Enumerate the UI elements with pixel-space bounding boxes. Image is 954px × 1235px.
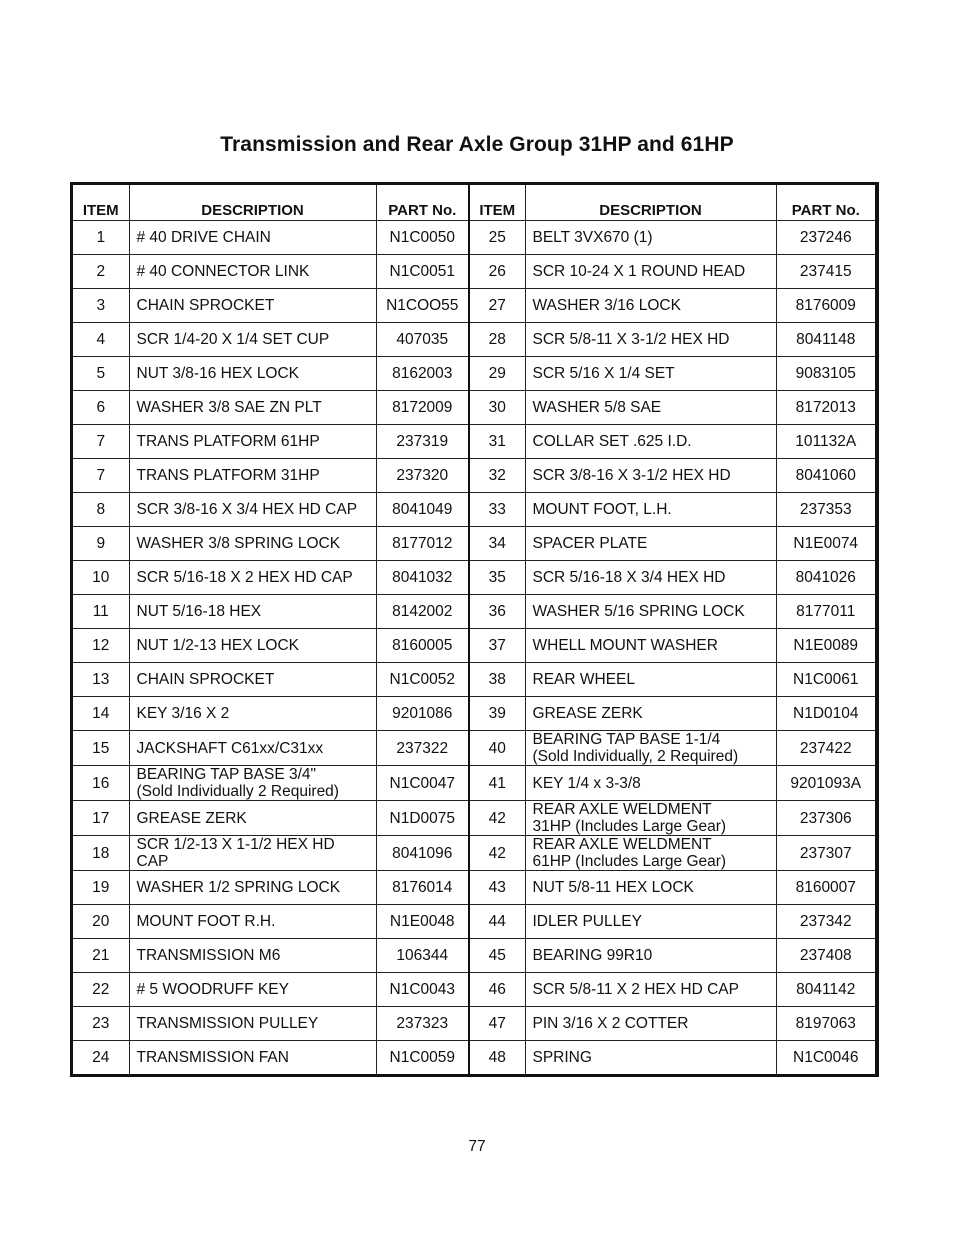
item-cell: 5 <box>73 357 129 391</box>
part-no-cell: 8172013 <box>776 391 875 425</box>
item-cell: 3 <box>73 289 129 323</box>
description-line: WASHER 3/8 SPRING LOCK <box>136 535 341 552</box>
table-row <box>73 1007 875 1041</box>
description-cell <box>129 939 376 973</box>
table-row <box>73 697 875 731</box>
table-row <box>73 493 875 527</box>
part-no-cell: 101132A <box>776 425 875 459</box>
item-cell: 32 <box>469 459 525 493</box>
item-cell: 28 <box>469 323 525 357</box>
item-cell: 42 <box>469 801 525 836</box>
item-cell: 23 <box>73 1007 129 1041</box>
part-no-cell: 237422 <box>776 731 875 766</box>
table-row <box>73 663 875 697</box>
description-line: SCR 5/16-18 X 3/4 HEX HD <box>532 569 726 586</box>
part-no-cell: 8172009 <box>376 391 469 425</box>
description-line: (Sold Individually, 2 Required) <box>532 748 739 765</box>
part-no-cell: 8176014 <box>376 871 469 905</box>
description-line: SCR 3/8-16 X 3/4 HEX HD CAP <box>136 501 358 518</box>
part-no-cell: 8041060 <box>776 459 875 493</box>
item-cell: 7 <box>73 425 129 459</box>
item-cell: 46 <box>469 973 525 1007</box>
description-line: WASHER 3/8 SAE ZN PLT <box>136 399 322 416</box>
part-no-cell: 8177011 <box>776 595 875 629</box>
description-line: TRANSMISSION FAN <box>136 1049 289 1066</box>
description-line: NUT 5/16-18 HEX <box>136 603 262 620</box>
description-line: KEY 3/16 X 2 <box>136 705 230 722</box>
description-cell <box>525 939 776 973</box>
item-cell: 42 <box>469 836 525 871</box>
part-no-cell: N1C0061 <box>776 663 875 697</box>
description-cell <box>525 595 776 629</box>
description-cell <box>129 629 376 663</box>
item-cell: 33 <box>469 493 525 527</box>
description-line: MOUNT FOOT R.H. <box>136 913 276 930</box>
item-cell: 44 <box>469 905 525 939</box>
description-line: SCR 3/8-16 X 3-1/2 HEX HD <box>532 467 731 484</box>
part-no-cell: 8041142 <box>776 973 875 1007</box>
parts-table-frame <box>70 182 879 1077</box>
description-cell <box>129 493 376 527</box>
item-cell: 7 <box>73 459 129 493</box>
description-line: # 40 CONNECTOR LINK <box>136 263 310 280</box>
description-cell <box>525 425 776 459</box>
table-row <box>73 1041 875 1075</box>
item-cell: 36 <box>469 595 525 629</box>
header-description-right: DESCRIPTION <box>525 185 776 221</box>
description-line: WHELL MOUNT WASHER <box>532 637 718 654</box>
description-line: WASHER 3/16 LOCK <box>532 297 681 314</box>
description-line: CHAIN SPROCKET <box>136 671 275 688</box>
description-line: SCR 1/4-20 X 1/4 SET CUP <box>136 331 330 348</box>
description-cell <box>129 357 376 391</box>
description-line: BEARING TAP BASE 1-1/4 <box>532 731 721 748</box>
description-line: CHAIN SPROCKET <box>136 297 275 314</box>
item-cell: 26 <box>469 255 525 289</box>
part-no-cell: 407035 <box>376 323 469 357</box>
part-no-cell: 237323 <box>376 1007 469 1041</box>
description-line: REAR AXLE WELDMENT <box>532 801 712 818</box>
item-cell: 48 <box>469 1041 525 1075</box>
description-cell <box>525 1007 776 1041</box>
table-row <box>73 939 875 973</box>
part-no-cell: 8041096 <box>376 836 469 871</box>
item-cell: 16 <box>73 766 129 801</box>
part-no-cell: 8041032 <box>376 561 469 595</box>
item-cell: 6 <box>73 391 129 425</box>
part-no-cell: 8177012 <box>376 527 469 561</box>
part-no-cell: 237320 <box>376 459 469 493</box>
description-line: MOUNT FOOT, L.H. <box>532 501 672 518</box>
description-cell <box>525 323 776 357</box>
description-line: WASHER 5/16 SPRING LOCK <box>532 603 745 620</box>
description-line: NUT 3/8-16 HEX LOCK <box>136 365 300 382</box>
table-row <box>73 561 875 595</box>
description-cell <box>525 766 776 801</box>
item-cell: 47 <box>469 1007 525 1041</box>
description-line: # 40 DRIVE CHAIN <box>136 229 271 246</box>
item-cell: 30 <box>469 391 525 425</box>
part-no-cell: 9083105 <box>776 357 875 391</box>
part-no-cell: N1C0046 <box>776 1041 875 1075</box>
parts-table-body <box>73 221 875 1075</box>
description-line: TRANSMISSION PULLEY <box>136 1015 319 1032</box>
description-cell <box>129 697 376 731</box>
description-cell <box>525 493 776 527</box>
part-no-cell: 237353 <box>776 493 875 527</box>
item-cell: 25 <box>469 221 525 255</box>
table-row <box>73 629 875 663</box>
item-cell: 21 <box>73 939 129 973</box>
description-cell <box>525 459 776 493</box>
item-cell: 34 <box>469 527 525 561</box>
item-cell: 35 <box>469 561 525 595</box>
description-line: SCR 5/8-11 X 3-1/2 HEX HD <box>532 331 730 348</box>
part-no-cell: 8176009 <box>776 289 875 323</box>
table-row <box>73 905 875 939</box>
description-line: REAR AXLE WELDMENT <box>532 836 712 853</box>
item-cell: 45 <box>469 939 525 973</box>
description-cell <box>129 731 376 766</box>
description-cell <box>129 527 376 561</box>
description-cell <box>129 1007 376 1041</box>
part-no-cell: 237246 <box>776 221 875 255</box>
item-cell: 11 <box>73 595 129 629</box>
description-cell <box>525 289 776 323</box>
description-cell <box>129 905 376 939</box>
description-line: NUT 5/8-11 HEX LOCK <box>532 879 694 896</box>
table-row <box>73 459 875 493</box>
description-line: (Sold Individually 2 Required) <box>136 783 339 800</box>
part-no-cell: N1C0052 <box>376 663 469 697</box>
item-cell: 10 <box>73 561 129 595</box>
item-cell: 4 <box>73 323 129 357</box>
part-no-cell: N1E0074 <box>776 527 875 561</box>
page-number: 77 <box>468 1138 486 1155</box>
table-row <box>73 731 875 766</box>
description-cell <box>129 973 376 1007</box>
description-cell <box>129 255 376 289</box>
description-line: JACKSHAFT C61xx/C31xx <box>136 739 324 757</box>
description-cell <box>129 459 376 493</box>
description-cell <box>129 425 376 459</box>
header-item-right: ITEM <box>469 185 525 221</box>
item-cell: 40 <box>469 731 525 766</box>
description-cell <box>525 836 776 871</box>
item-cell: 38 <box>469 663 525 697</box>
table-header-row <box>73 185 875 221</box>
table-row <box>73 766 875 801</box>
item-cell: 8 <box>73 493 129 527</box>
part-no-cell: 8160007 <box>776 871 875 905</box>
description-cell <box>129 391 376 425</box>
item-cell: 31 <box>469 425 525 459</box>
header-part-no: PART No. <box>376 185 469 221</box>
description-cell <box>525 255 776 289</box>
description-cell <box>129 836 376 871</box>
description-cell <box>525 561 776 595</box>
description-cell <box>525 391 776 425</box>
item-cell: 9 <box>73 527 129 561</box>
table-row <box>73 323 875 357</box>
description-line: SCR 1/2-13 X 1-1/2 HEX HD <box>136 836 335 853</box>
description-line: COLLAR SET .625 I.D. <box>532 433 692 450</box>
description-cell <box>525 629 776 663</box>
description-cell <box>525 527 776 561</box>
item-cell: 2 <box>73 255 129 289</box>
description-cell <box>129 561 376 595</box>
description-line: # 5 WOODRUFF KEY <box>136 981 289 998</box>
part-no-cell: 8041049 <box>376 493 469 527</box>
part-no-cell: N1C0051 <box>376 255 469 289</box>
description-line: TRANS PLATFORM 61HP <box>136 433 320 450</box>
item-cell: 43 <box>469 871 525 905</box>
item-cell: 19 <box>73 871 129 905</box>
table-row <box>73 527 875 561</box>
description-cell <box>129 663 376 697</box>
description-cell <box>129 1041 376 1075</box>
description-cell <box>525 731 776 766</box>
table-row <box>73 801 875 836</box>
item-cell: 1 <box>73 221 129 255</box>
part-no-cell: N1C0059 <box>376 1041 469 1075</box>
part-no-cell: N1COO55 <box>376 289 469 323</box>
description-cell <box>129 221 376 255</box>
description-line: 61HP (Includes Large Gear) <box>532 853 727 870</box>
table-row <box>73 221 875 255</box>
description-line: BEARING 99R10 <box>532 947 653 964</box>
description-cell <box>525 697 776 731</box>
description-line: BEARING TAP BASE 3/4" <box>136 766 317 783</box>
description-line: CAP <box>136 853 169 870</box>
table-row <box>73 871 875 905</box>
part-no-cell: 237306 <box>776 801 875 836</box>
item-cell: 41 <box>469 766 525 801</box>
description-line: KEY 1/4 x 3-3/8 <box>532 774 641 792</box>
part-no-cell: 9201093A <box>776 766 875 801</box>
description-line: SCR 5/16 X 1/4 SET <box>532 365 675 382</box>
description-line: WASHER 1/2 SPRING LOCK <box>136 879 341 896</box>
description-cell <box>525 801 776 836</box>
header-item: ITEM <box>73 185 129 221</box>
parts-table <box>73 185 875 1074</box>
part-no-cell: N1D0075 <box>376 801 469 836</box>
description-line: GREASE ZERK <box>136 809 247 827</box>
part-no-cell: 237415 <box>776 255 875 289</box>
description-line: 31HP (Includes Large Gear) <box>532 818 727 835</box>
part-no-cell: N1E0048 <box>376 905 469 939</box>
part-no-cell: N1C0050 <box>376 221 469 255</box>
description-cell <box>525 973 776 1007</box>
header-description: DESCRIPTION <box>129 185 376 221</box>
description-cell <box>129 871 376 905</box>
part-no-cell: 8041148 <box>776 323 875 357</box>
item-cell: 14 <box>73 697 129 731</box>
part-no-cell: 237319 <box>376 425 469 459</box>
item-cell: 24 <box>73 1041 129 1075</box>
description-line: SPACER PLATE <box>532 535 648 552</box>
description-line: SCR 10-24 X 1 ROUND HEAD <box>532 263 746 280</box>
item-cell: 12 <box>73 629 129 663</box>
item-cell: 22 <box>73 973 129 1007</box>
description-cell <box>129 801 376 836</box>
description-cell <box>525 221 776 255</box>
description-cell <box>129 323 376 357</box>
item-cell: 18 <box>73 836 129 871</box>
description-cell <box>129 595 376 629</box>
part-no-cell: 106344 <box>376 939 469 973</box>
table-row <box>73 595 875 629</box>
part-no-cell: N1D0104 <box>776 697 875 731</box>
header-part-no-right: PART No. <box>776 185 875 221</box>
description-cell <box>525 871 776 905</box>
part-no-cell: N1E0089 <box>776 629 875 663</box>
part-no-cell: 237342 <box>776 905 875 939</box>
item-cell: 39 <box>469 697 525 731</box>
part-no-cell: 8142002 <box>376 595 469 629</box>
description-cell <box>129 766 376 801</box>
page-title: Transmission and Rear Axle Group 31HP and 61HP <box>220 133 734 156</box>
item-cell: 29 <box>469 357 525 391</box>
item-cell: 37 <box>469 629 525 663</box>
table-row <box>73 357 875 391</box>
description-cell <box>525 663 776 697</box>
description-cell <box>525 357 776 391</box>
description-cell <box>525 1041 776 1075</box>
item-cell: 13 <box>73 663 129 697</box>
table-row <box>73 836 875 871</box>
part-no-cell: N1C0047 <box>376 766 469 801</box>
description-line: GREASE ZERK <box>532 705 643 722</box>
description-line: NUT 1/2-13 HEX LOCK <box>136 637 300 654</box>
description-line: TRANSMISSION M6 <box>136 947 281 964</box>
part-no-cell: 237322 <box>376 731 469 766</box>
item-cell: 15 <box>73 731 129 766</box>
description-line: WASHER 5/8 SAE <box>532 399 662 416</box>
part-no-cell: 8160005 <box>376 629 469 663</box>
description-line: SCR 5/8-11 X 2 HEX HD CAP <box>532 981 739 998</box>
description-line: SPRING <box>532 1049 592 1066</box>
description-line: REAR WHEEL <box>532 671 635 688</box>
description-line: PIN 3/16 X 2 COTTER <box>532 1015 689 1032</box>
description-cell <box>129 289 376 323</box>
item-cell: 17 <box>73 801 129 836</box>
table-row <box>73 973 875 1007</box>
table-row <box>73 255 875 289</box>
part-no-cell: N1C0043 <box>376 973 469 1007</box>
item-cell: 27 <box>469 289 525 323</box>
description-cell <box>525 905 776 939</box>
description-line: TRANS PLATFORM 31HP <box>136 467 320 484</box>
part-no-cell: 9201086 <box>376 697 469 731</box>
part-no-cell: 237408 <box>776 939 875 973</box>
part-no-cell: 8162003 <box>376 357 469 391</box>
part-no-cell: 237307 <box>776 836 875 871</box>
part-no-cell: 8197063 <box>776 1007 875 1041</box>
description-line: IDLER PULLEY <box>532 913 642 930</box>
description-line: SCR 5/16-18 X 2 HEX HD CAP <box>136 569 353 586</box>
table-row <box>73 289 875 323</box>
description-line: BELT 3VX670 (1) <box>532 229 653 246</box>
table-row <box>73 425 875 459</box>
item-cell: 20 <box>73 905 129 939</box>
part-no-cell: 8041026 <box>776 561 875 595</box>
table-row <box>73 391 875 425</box>
